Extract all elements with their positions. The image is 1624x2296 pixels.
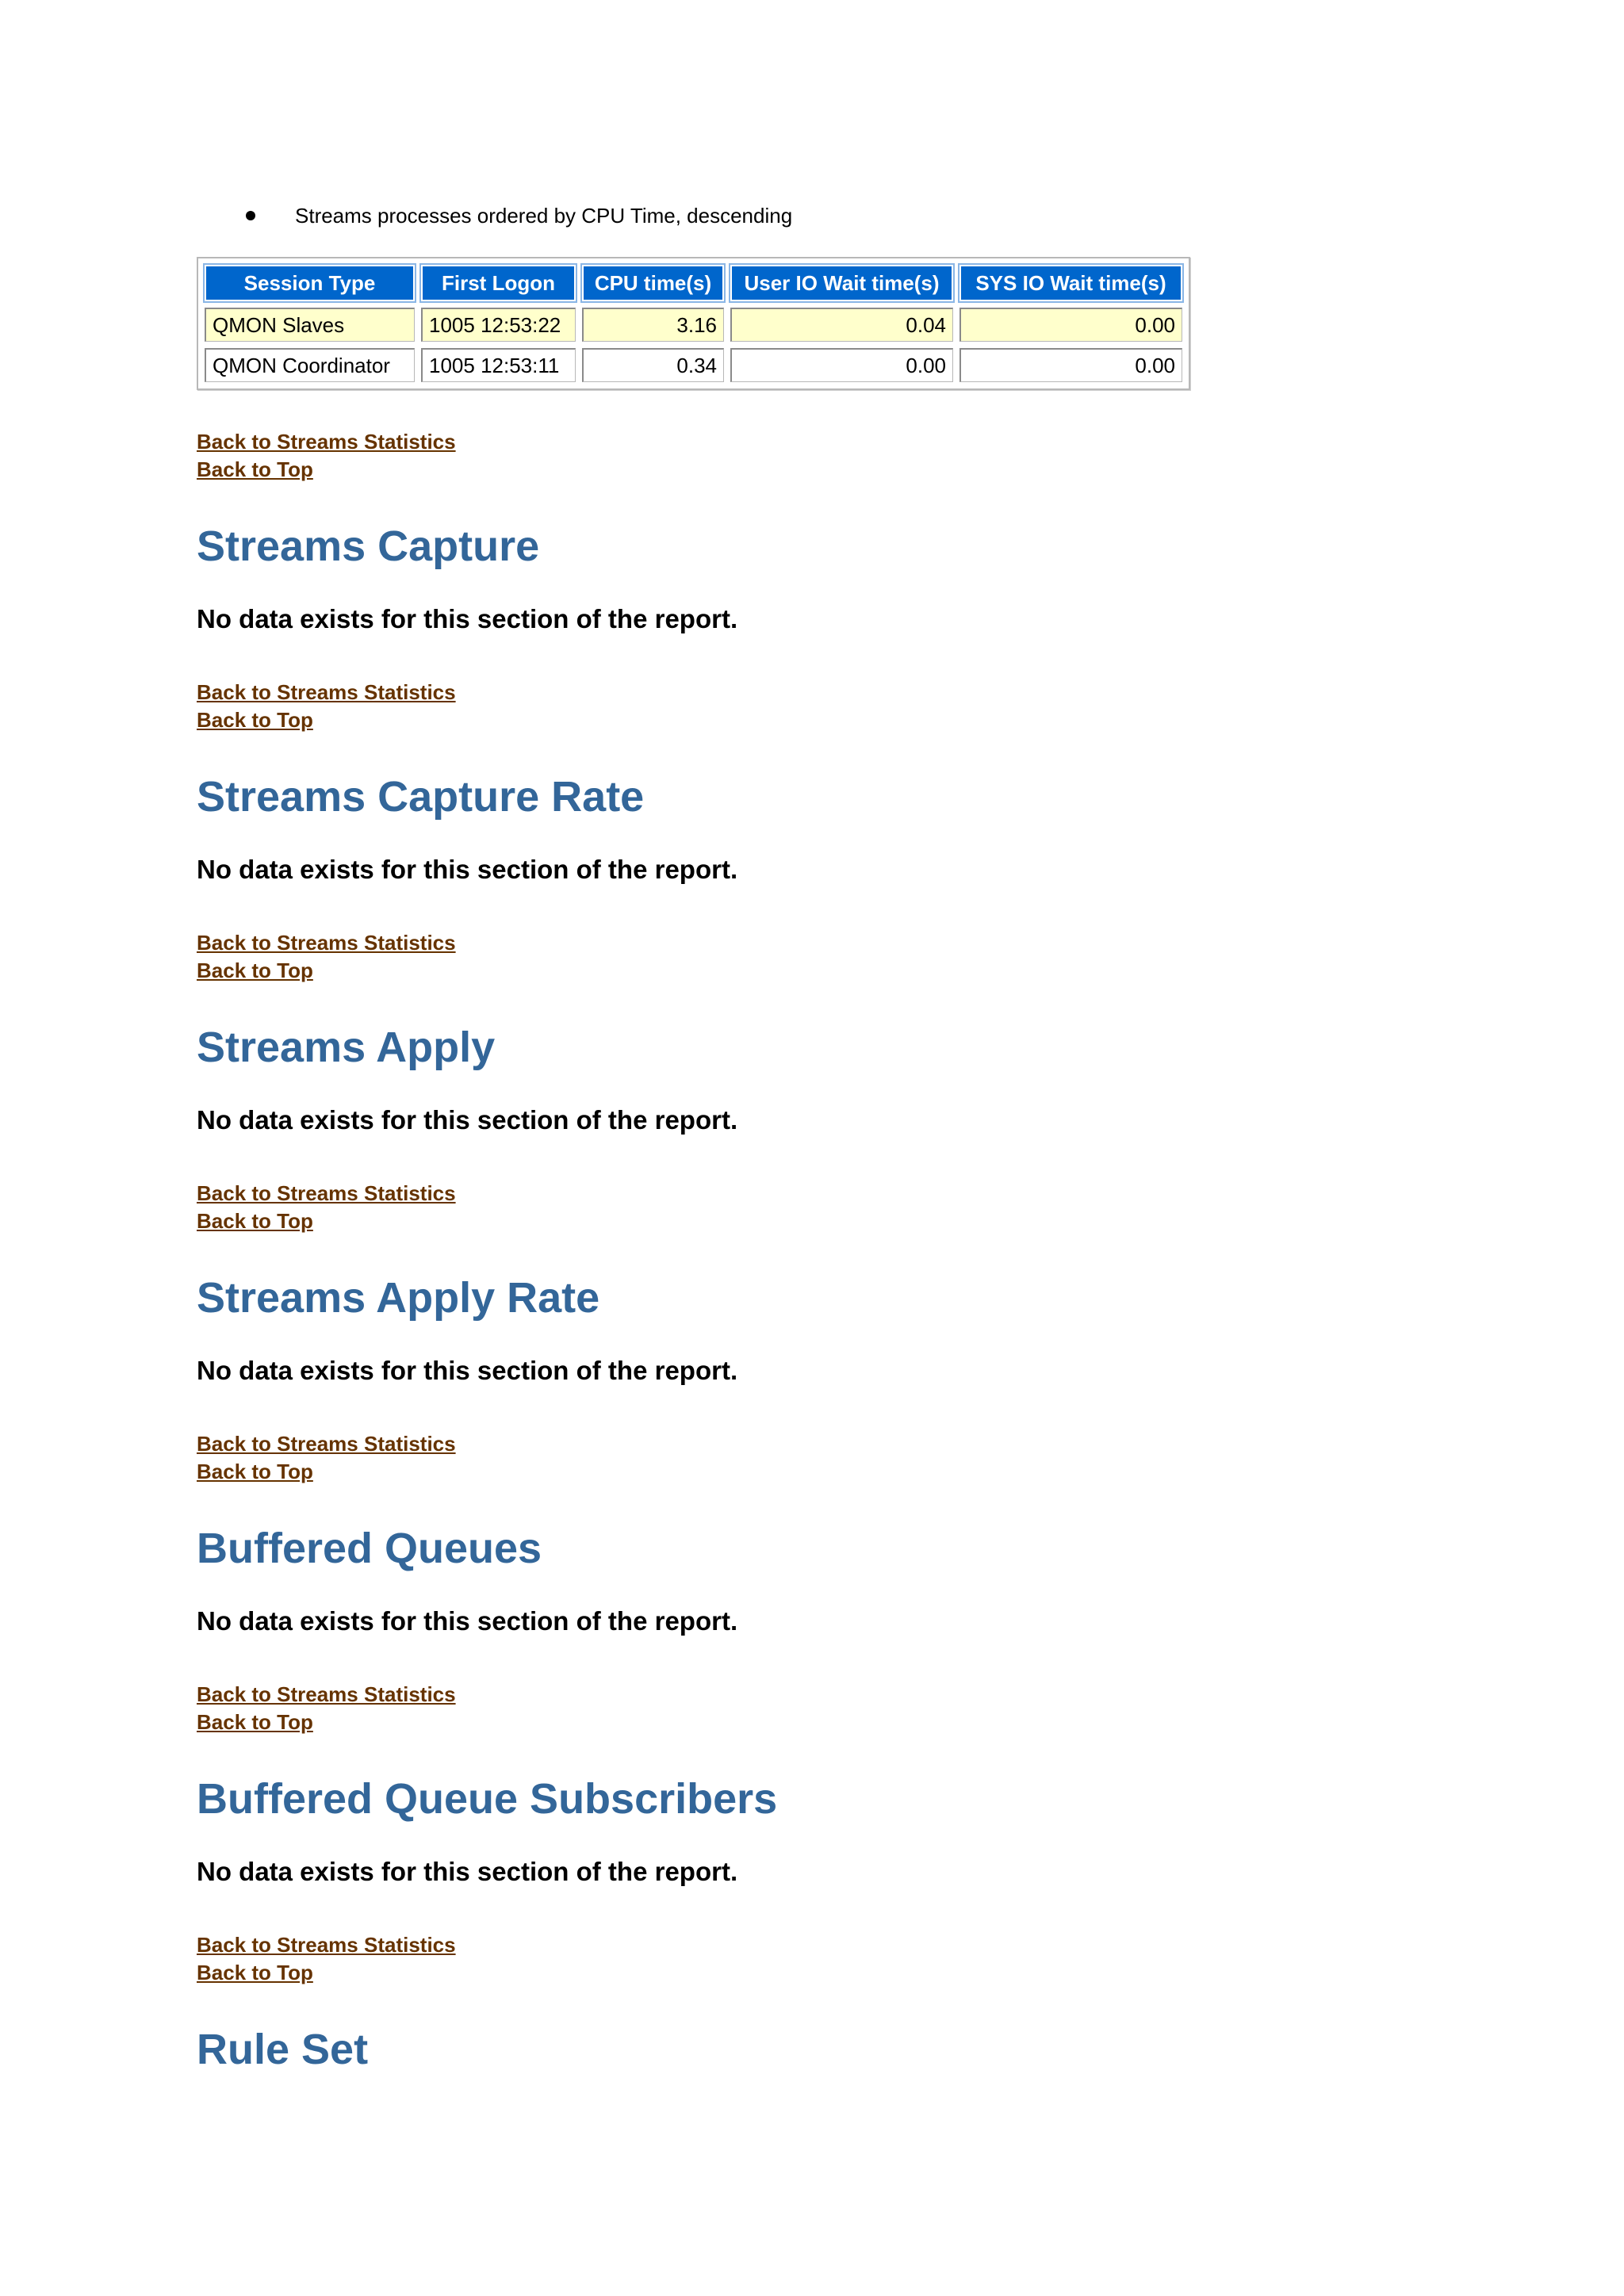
section-streams-capture-rate	[197, 769, 1545, 985]
bullet-item	[197, 190, 1545, 241]
back-to-streams-statistics-link[interactable]: Back to Streams Statistics	[197, 1682, 456, 1706]
section-title: Streams Apply	[197, 1024, 496, 1071]
nav-links	[197, 1430, 1545, 1486]
bullet-text: Streams processes ordered by CPU Time, descending	[295, 204, 793, 228]
cell-session-type: QMON Coordinator	[205, 348, 415, 382]
section-streams-apply	[197, 1020, 1545, 1235]
cell-cpu-time: 3.16	[582, 308, 724, 342]
nav-links	[197, 929, 1545, 985]
nav-links	[197, 679, 1545, 734]
section-rule-set	[197, 2022, 1545, 2077]
header-sys-io-wait: SYS IO Wait time(s)	[959, 265, 1182, 301]
back-to-top-link[interactable]: Back to Top	[197, 708, 313, 732]
no-data-message: No data exists for this section of the report.	[197, 1356, 738, 1385]
back-to-top-link[interactable]: Back to Top	[197, 959, 313, 982]
cell-sys-io-wait: 0.00	[959, 308, 1182, 342]
nav-links	[197, 1180, 1545, 1235]
back-to-top-link[interactable]: Back to Top	[197, 1710, 313, 1734]
bullet-dot-icon	[246, 211, 255, 220]
header-session-type: Session Type	[205, 265, 415, 301]
back-to-streams-statistics-link[interactable]: Back to Streams Statistics	[197, 430, 456, 453]
table-row	[205, 348, 1182, 382]
section-buffered-queues	[197, 1521, 1545, 1736]
section-title: Streams Capture Rate	[197, 773, 645, 821]
back-to-streams-statistics-link[interactable]: Back to Streams Statistics	[197, 1933, 456, 1957]
back-to-streams-statistics-link[interactable]: Back to Streams Statistics	[197, 1432, 456, 1456]
bullet-list	[197, 190, 1545, 241]
header-cpu-time: CPU time(s)	[582, 265, 724, 301]
no-data-message: No data exists for this section of the report.	[197, 1105, 738, 1135]
section-title: Streams Apply Rate	[197, 1274, 600, 1322]
header-user-io-wait: User IO Wait time(s)	[730, 265, 953, 301]
nav-links	[197, 1681, 1545, 1736]
cell-cpu-time: 0.34	[582, 348, 724, 382]
section-title: Streams Capture	[197, 522, 540, 570]
cell-first-logon: 1005 12:53:22	[421, 308, 576, 342]
table-row	[205, 308, 1182, 342]
cell-first-logon: 1005 12:53:11	[421, 348, 576, 382]
table-header-row	[205, 265, 1182, 301]
report-page	[197, 190, 1545, 2077]
section-buffered-queue-subscribers	[197, 1771, 1545, 1987]
back-to-top-link[interactable]: Back to Top	[197, 1209, 313, 1233]
back-to-top-link[interactable]: Back to Top	[197, 1961, 313, 1984]
nav-links	[197, 428, 1545, 484]
back-to-streams-statistics-link[interactable]: Back to Streams Statistics	[197, 680, 456, 704]
back-to-streams-statistics-link[interactable]: Back to Streams Statistics	[197, 931, 456, 955]
cell-session-type: QMON Slaves	[205, 308, 415, 342]
section-title: Rule Set	[197, 2026, 369, 2073]
cell-user-io-wait: 0.04	[730, 308, 953, 342]
section-title: Buffered Queues	[197, 1525, 542, 1572]
no-data-message: No data exists for this section of the report.	[197, 604, 738, 633]
back-to-top-link[interactable]: Back to Top	[197, 1460, 313, 1483]
section-title: Buffered Queue Subscribers	[197, 1775, 778, 1823]
back-to-streams-statistics-link[interactable]: Back to Streams Statistics	[197, 1181, 456, 1205]
section-streams-capture	[197, 519, 1545, 734]
nav-links	[197, 1931, 1545, 1987]
no-data-message: No data exists for this section of the report.	[197, 1606, 738, 1636]
header-first-logon: First Logon	[421, 265, 576, 301]
back-to-top-link[interactable]: Back to Top	[197, 457, 313, 481]
no-data-message: No data exists for this section of the report.	[197, 1857, 738, 1886]
streams-process-table	[197, 257, 1190, 390]
cell-sys-io-wait: 0.00	[959, 348, 1182, 382]
section-streams-apply-rate	[197, 1270, 1545, 1486]
cell-user-io-wait: 0.00	[730, 348, 953, 382]
no-data-message: No data exists for this section of the report.	[197, 855, 738, 884]
